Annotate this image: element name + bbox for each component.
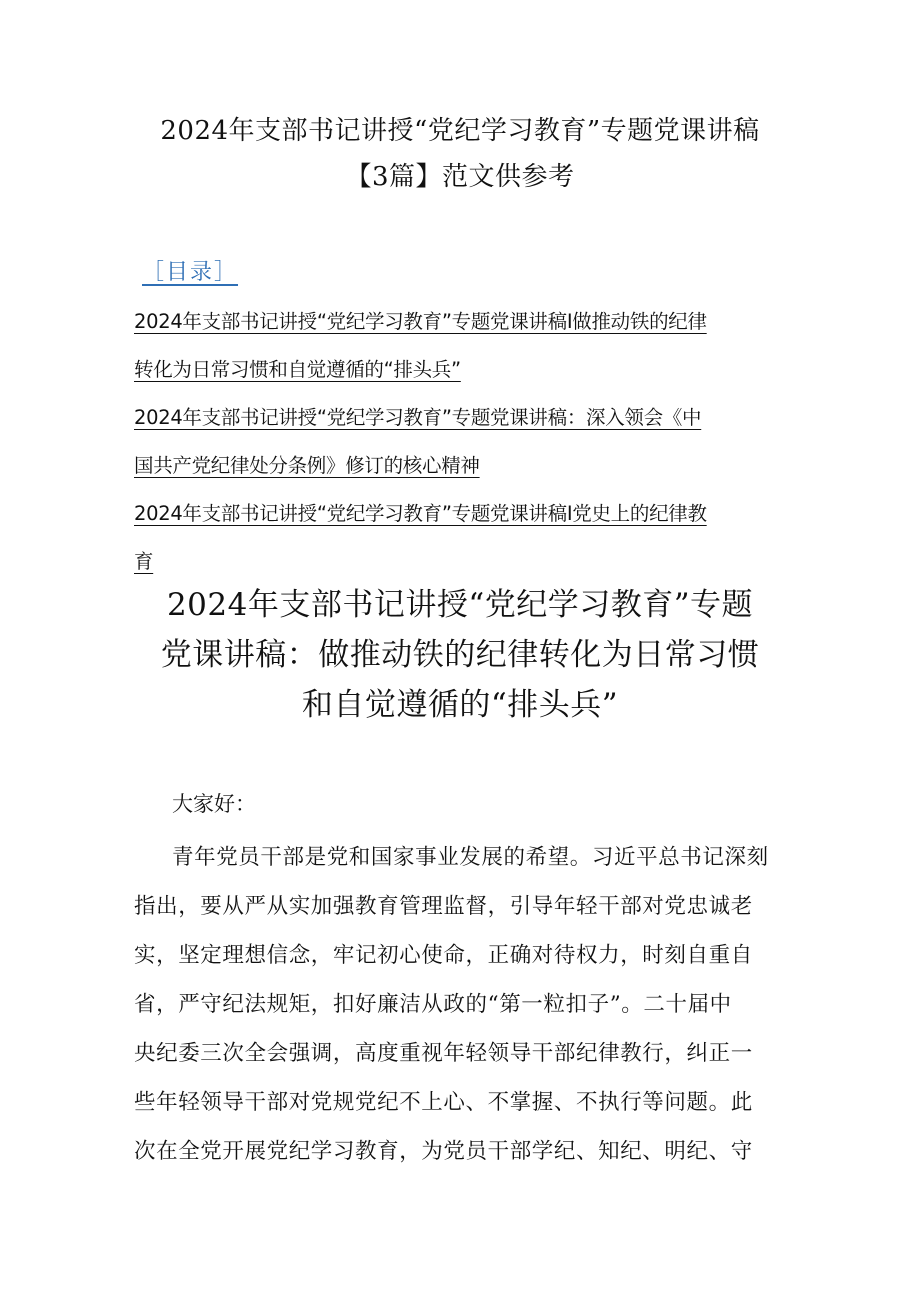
greeting: 大家好： — [172, 792, 256, 816]
toc-link-1-line2: 转化为日常习惯和自觉遵循的“排头兵” — [134, 358, 461, 381]
body-line: 实，坚定理想信念，牢记初心使命，正确对待权力，时刻自重自 — [134, 943, 753, 968]
body-line: 些年轻领导干部对党规党纪不上心、不掌握、不执行等问题。此 — [134, 1090, 753, 1115]
toc-link-2-line2: 国共产党纪律处分条例》修订的核心精神 — [134, 454, 480, 477]
section-title-line1: 2024年支部书记讲授“党纪学习教育”专题 — [166, 587, 754, 623]
toc-link-3[interactable] — [134, 490, 794, 586]
body-line: 省，严守纪法规矩，扣好廉洁从政的“第一粒扣子”。二十届中 — [134, 992, 732, 1017]
body-line: 青年党员干部是党和国家事业发展的希望。习近平总书记深刻 — [172, 845, 769, 870]
document-title-line1: 2024年支部书记讲授“党纪学习教育”专题党课讲稿 — [160, 116, 760, 146]
document-title-line2: 【3篇】范文供参考 — [345, 162, 575, 192]
section-title-line3: 和自觉遵循的“排头兵” — [301, 687, 619, 723]
toc-link-2[interactable] — [134, 394, 794, 490]
toc-heading: ［目录］ — [142, 260, 239, 285]
toc-link-3-line1: 2024年支部书记讲授“党纪学习教育”专题党课讲稿I党史上的纪律教 — [134, 502, 707, 525]
toc-link-1-line1: 2024年支部书记讲授“党纪学习教育”专题党课讲稿I做推动铁的纪律 — [134, 310, 707, 333]
section-title-line2: 党课讲稿：做推动铁的纪律转化为日常习惯 — [160, 637, 760, 673]
body-line: 央纪委三次全会强调，高度重视年轻领导干部纪律教行，纠正一 — [134, 1041, 753, 1066]
body-line: 指出，要从严从实加强教育管理监督，引导年轻干部对党忠诚老 — [134, 894, 753, 919]
toc-link-1[interactable] — [134, 298, 794, 394]
body-line: 次在全党开展党纪学习教育，为党员干部学纪、知纪、明纪、守 — [134, 1139, 753, 1164]
toc-link-3-line2: 育 — [134, 550, 154, 573]
toc-link-2-line1: 2024年支部书记讲授“党纪学习教育”专题党课讲稿：深入领会《中 — [134, 406, 702, 429]
